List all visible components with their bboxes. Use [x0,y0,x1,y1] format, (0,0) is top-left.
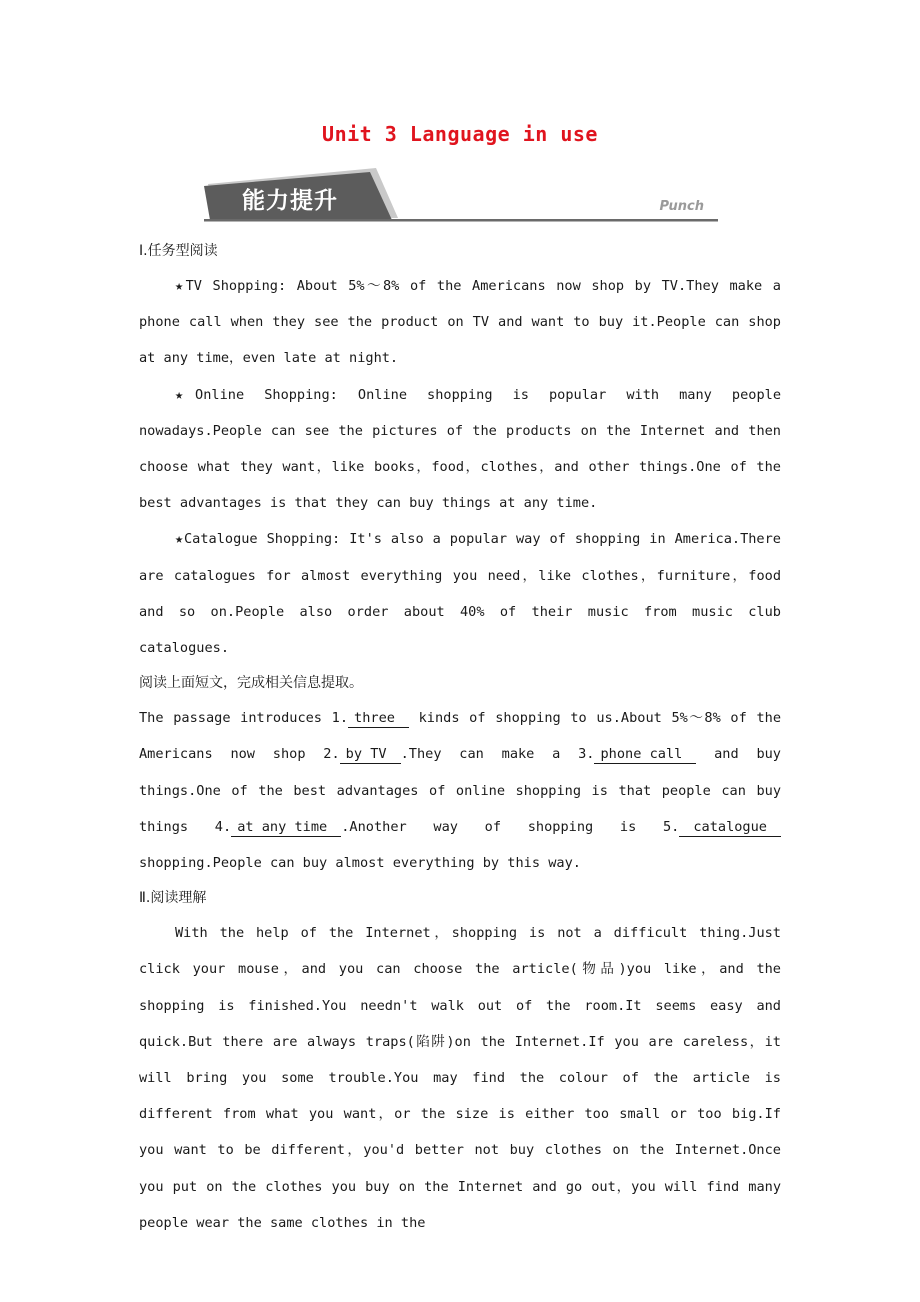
answer-4: at any time [237,818,328,835]
answer-1: three [354,710,395,727]
answer-blank-4 [231,818,341,837]
summary-text: kinds of shopping to us.About 5%～8% of the Americans now shop 2. [139,710,782,763]
banner-punch-tag: Punch [659,199,704,214]
paragraph-online-shopping: ★Online Shopping: Online shopping is popular with many people nowadays.People can see the pictures of the products on the Internet and then choose what they want，like books，food，clothes，and other things.One of the best advantages is that they can buy things at any time. [139,386,781,512]
reading-paragraph-1: With the help of the Internet，shopping is not a difficult thing.Just click your mouse，and you can choose the article(物品)you like，and the shopping is finished.You needn't walk out of the room.It seems easy and quick.But there are always traps(陷阱)on the Internet.If you are careless，it will bring you some trouble.You may find the colour of the article is different from what you want，or the size is either too small or too big.If you want to be different，you'd better not buy clothes on the Internet.Once you put on the clothes you buy on the Internet and go out，you will find many people wear the same clothes in the [139,925,781,1231]
answer-blank-2 [340,745,401,764]
paragraph-tv-shopping: ★TV Shopping: About 5%～8% of the Americans now shop by TV.They make a phone call when they see the product on TV and want to buy it.People can shop at any time，even late at night. [139,278,781,367]
answer-blank-5 [679,818,781,837]
summary-text: .Another way of shopping is 5. [341,818,680,835]
summary-text: and buy things.One of the best advantages of online shopping is that people can buy things 4. [139,746,781,835]
summary-text: shopping.People can buy almost everything by this way. [139,855,581,872]
unit-title: Unit 3 Language in use [322,122,598,146]
section-banner [200,166,718,224]
instruction-text: 阅读上面短文，完成相关信息提取。 [139,675,363,692]
summary-text: The passage introduces 1. [139,710,349,727]
section1-heading: Ⅰ.任务型阅读 [139,243,218,259]
paragraph-catalogue-shopping: ★Catalogue Shopping: It's also a popular way of shopping in America.There are catalogues for almost everything you need，like clothes，furniture，food and so on.People also order about 40% of their music from music club catalogues. [139,531,781,657]
answer-5: catalogue [693,818,767,835]
banner-label: 能力提升 [242,188,338,214]
summary-paragraph [139,700,781,881]
answer-blank-1 [348,709,409,728]
document-body [139,234,781,1241]
answer-3: phone call [600,746,683,763]
answer-2: by TV [345,746,387,763]
summary-text: .They can make a 3. [400,746,595,763]
section2-heading: Ⅱ.阅读理解 [139,890,207,907]
answer-blank-3 [594,745,696,764]
